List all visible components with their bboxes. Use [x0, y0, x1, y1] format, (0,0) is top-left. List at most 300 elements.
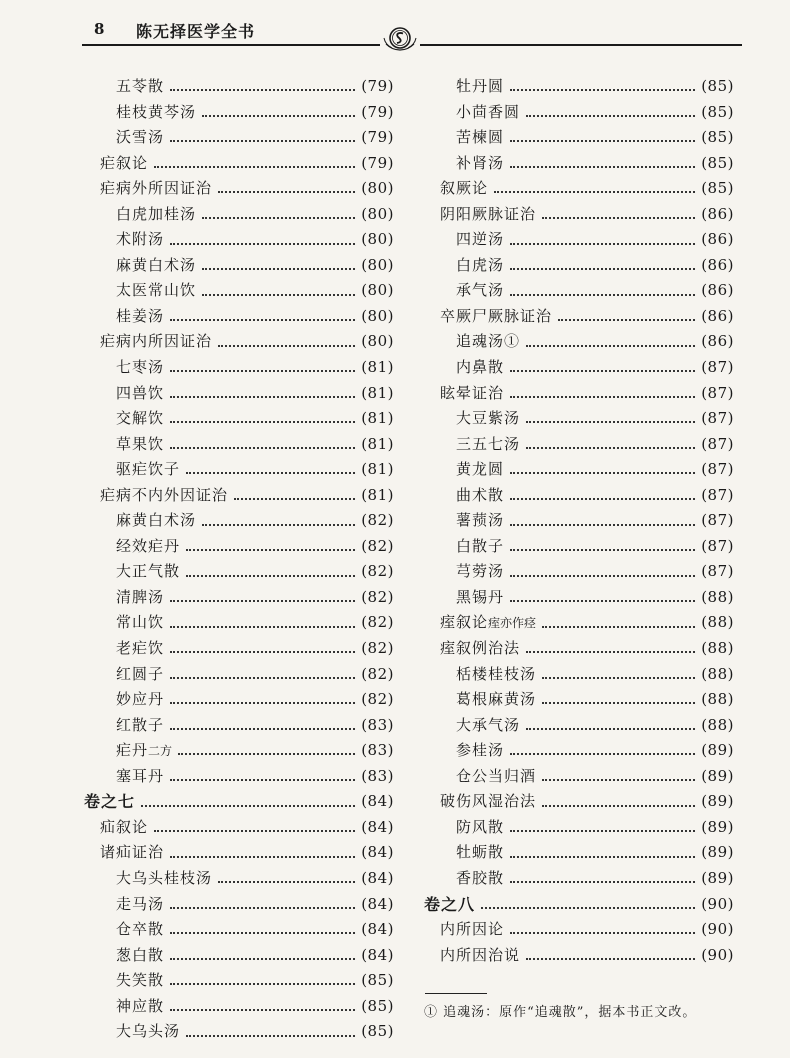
toc-entry-title: 仓卒散	[116, 920, 165, 939]
leader-dots	[170, 855, 355, 858]
toc-entry-page: (89)	[701, 792, 734, 811]
footnote: ① 追魂汤：原作“追魂散”，据本书正文改。	[424, 1005, 697, 1020]
toc-entry	[84, 687, 394, 713]
toc-entry-page: (82)	[361, 536, 394, 555]
toc-entry-title: 疟病外所因证治	[100, 179, 213, 198]
leader-dots	[170, 599, 355, 602]
leader-dots	[542, 804, 695, 807]
toc-entry	[424, 713, 734, 739]
leader-dots	[510, 880, 695, 883]
toc-entry	[84, 457, 394, 483]
leader-dots	[170, 318, 355, 321]
leader-dots	[510, 242, 695, 245]
leader-dots	[510, 395, 695, 398]
toc-entry-page: (89)	[701, 868, 734, 887]
toc-entry-title: 曲术散	[456, 485, 505, 504]
toc-entry-title: 卷之八	[424, 894, 476, 914]
toc-entry	[84, 202, 394, 228]
leader-dots	[526, 650, 695, 653]
toc-entry-title: 大豆紫汤	[456, 409, 521, 428]
toc-entry-page: (87)	[701, 434, 734, 453]
toc-entry-page: (84)	[361, 843, 394, 862]
toc-entry-title: 走马汤	[116, 894, 165, 913]
toc-entry	[84, 738, 394, 764]
toc-entry-page: (86)	[701, 306, 734, 325]
toc-entry	[84, 840, 394, 866]
toc-entry-page: (85)	[701, 153, 734, 172]
toc-entry	[424, 789, 734, 815]
toc-entry-page: (80)	[361, 332, 394, 351]
publisher-emblem-icon	[380, 24, 420, 54]
toc-entry	[84, 585, 394, 611]
leader-dots	[186, 471, 355, 474]
toc-entry-page: (87)	[701, 562, 734, 581]
toc-entry-title: 补肾汤	[456, 153, 505, 172]
leader-dots	[202, 293, 355, 296]
toc-entry	[424, 508, 734, 534]
toc-entry-title: 薯蓣汤	[456, 511, 505, 530]
toc-entry-title: 痓叙论痓亦作痉	[440, 612, 537, 631]
toc-entry	[84, 406, 394, 432]
toc-entry-page: (79)	[361, 102, 394, 121]
toc-entry-title: 四逆汤	[456, 230, 505, 249]
page-number: 8	[94, 20, 105, 38]
toc-entry	[84, 917, 394, 943]
toc-entry	[424, 227, 734, 253]
toc-entry-page: (81)	[361, 434, 394, 453]
leader-dots	[494, 190, 695, 193]
toc-entry-page: (83)	[361, 766, 394, 785]
toc-entry-title: 栝楼桂枝汤	[456, 664, 537, 683]
leader-dots	[542, 676, 695, 679]
toc-entry-title: 老疟饮	[116, 639, 165, 658]
toc-entry-page: (82)	[361, 613, 394, 632]
toc-entry	[424, 176, 734, 202]
toc-entry-title: 太医常山饮	[116, 281, 197, 300]
toc-entry-page: (84)	[361, 792, 394, 811]
toc-entry	[424, 151, 734, 177]
toc-entry	[424, 815, 734, 841]
toc-entry-page: (80)	[361, 230, 394, 249]
toc-entry-page: (89)	[701, 766, 734, 785]
toc-entry-title: 疟丹二方	[116, 740, 173, 759]
book-title: 陈无择医学全书	[136, 22, 256, 41]
toc-entry-title: 麻黄白术汤	[116, 511, 197, 530]
toc-entry-title: 红散子	[116, 715, 165, 734]
leader-dots	[218, 880, 355, 883]
leader-dots	[542, 625, 695, 628]
leader-dots	[170, 650, 355, 653]
toc-entry	[424, 304, 734, 330]
toc-entry	[424, 74, 734, 100]
toc-entry-page: (80)	[361, 281, 394, 300]
toc-entry	[424, 202, 734, 228]
toc-entry-page: (81)	[361, 485, 394, 504]
toc-entry-title: 破伤风湿治法	[440, 792, 537, 811]
toc-entry-page: (85)	[361, 971, 394, 990]
leader-dots	[558, 318, 695, 321]
toc-entry-page: (87)	[701, 511, 734, 530]
toc-entry	[424, 125, 734, 151]
leader-dots	[170, 395, 355, 398]
toc-volume-entry	[424, 892, 734, 918]
toc-entry-title: 卒厥尸厥脉证治	[440, 306, 553, 325]
toc-entry-title: 清脾汤	[116, 587, 165, 606]
toc-entry-page: (85)	[701, 179, 734, 198]
toc-entry	[84, 943, 394, 969]
toc-entry-page: (83)	[361, 715, 394, 734]
toc-entry	[424, 610, 734, 636]
toc-entry	[424, 636, 734, 662]
toc-entry-title: 眩晕证治	[440, 383, 505, 402]
leader-dots	[510, 139, 695, 142]
toc-entry-title: 葛根麻黄汤	[456, 690, 537, 709]
toc-entry	[424, 534, 734, 560]
toc-entry-title: 疟病不内外因证治	[100, 485, 229, 504]
leader-dots	[170, 931, 355, 934]
toc-entry-page: (88)	[701, 690, 734, 709]
leader-dots	[526, 727, 695, 730]
leader-dots	[526, 957, 695, 960]
leader-dots	[170, 727, 355, 730]
toc-entry-title: 大乌头汤	[116, 1022, 181, 1041]
toc-entry	[424, 355, 734, 381]
toc-entry-page: (88)	[701, 587, 734, 606]
toc-left-column	[84, 74, 394, 1045]
toc-entry-title: 大承气汤	[456, 715, 521, 734]
toc-entry-page: (84)	[361, 868, 394, 887]
toc-entry-page: (79)	[361, 128, 394, 147]
toc-entry	[424, 381, 734, 407]
toc-entry-title: 神应散	[116, 996, 165, 1015]
footnote-rule	[425, 993, 487, 994]
toc-entry	[84, 815, 394, 841]
toc-entry-title: 白虎汤	[456, 255, 505, 274]
toc-entry	[84, 355, 394, 381]
toc-entry	[424, 278, 734, 304]
toc-entry	[84, 994, 394, 1020]
toc-entry-page: (80)	[361, 255, 394, 274]
toc-entry	[84, 713, 394, 739]
leader-dots	[170, 778, 355, 781]
leader-dots	[202, 216, 355, 219]
toc-entry-title: 诸疝证治	[100, 843, 165, 862]
toc-entry-page: (90)	[701, 894, 734, 913]
toc-entry-page: (88)	[701, 639, 734, 658]
toc-entry	[424, 764, 734, 790]
toc-entry-page: (88)	[701, 715, 734, 734]
toc-entry-page: (86)	[701, 281, 734, 300]
toc-entry-title: 苦楝圆	[456, 128, 505, 147]
toc-entry-title: 卷之七	[84, 792, 136, 812]
leader-dots	[170, 957, 355, 960]
toc-entry-title: 桂姜汤	[116, 306, 165, 325]
toc-entry-title: 防风散	[456, 817, 505, 836]
leader-dots	[186, 574, 355, 577]
toc-entry-title: 红圆子	[116, 664, 165, 683]
toc-entry-note: 二方	[148, 743, 173, 758]
leader-dots	[170, 676, 355, 679]
toc-entry-title: 常山饮	[116, 613, 165, 632]
leader-dots	[170, 242, 355, 245]
toc-entry	[424, 100, 734, 126]
toc-entry-title: 驱疟饮子	[116, 460, 181, 479]
toc-entry	[84, 610, 394, 636]
toc-entry	[84, 381, 394, 407]
leader-dots	[526, 446, 695, 449]
toc-entry	[84, 636, 394, 662]
toc-entry-title: 失笑散	[116, 971, 165, 990]
toc-entry-page: (85)	[361, 1022, 394, 1041]
toc-entry-title: 香胶散	[456, 868, 505, 887]
toc-entry-page: (86)	[701, 230, 734, 249]
toc-entry	[84, 253, 394, 279]
toc-volume-entry	[84, 789, 394, 815]
toc-entry-title: 大乌头桂枝汤	[116, 868, 213, 887]
toc-entry-title: 白虎加桂汤	[116, 204, 197, 223]
toc-entry-page: (86)	[701, 332, 734, 351]
toc-entry	[424, 866, 734, 892]
leader-dots	[170, 446, 355, 449]
toc-entry-page: (85)	[361, 996, 394, 1015]
toc-right-column	[424, 74, 734, 968]
leader-dots	[510, 752, 695, 755]
toc-entry	[84, 329, 394, 355]
toc-entry-title: 仓公当归酒	[456, 766, 537, 785]
toc-entry-title: 内鼻散	[456, 358, 505, 377]
toc-entry	[424, 687, 734, 713]
toc-entry	[424, 917, 734, 943]
leader-dots	[510, 293, 695, 296]
toc-entry-page: (81)	[361, 383, 394, 402]
toc-entry-title: 疝叙论	[100, 817, 149, 836]
toc-entry-page: (87)	[701, 485, 734, 504]
toc-entry-page: (87)	[701, 536, 734, 555]
toc-entry-page: (82)	[361, 639, 394, 658]
leader-dots	[526, 420, 695, 423]
toc-entry-page: (86)	[701, 255, 734, 274]
toc-entry-title: 桂枝黄芩汤	[116, 102, 197, 121]
toc-entry-title: 疟病内所因证治	[100, 332, 213, 351]
toc-entry-page: (85)	[701, 77, 734, 95]
leader-dots	[526, 114, 695, 117]
toc-entry	[424, 840, 734, 866]
toc-entry-page: (81)	[361, 358, 394, 377]
toc-entry	[84, 304, 394, 330]
toc-entry-page: (87)	[701, 409, 734, 428]
leader-dots	[218, 344, 355, 347]
toc-entry	[84, 483, 394, 509]
toc-entry-title: 痓叙例治法	[440, 639, 521, 658]
toc-entry-title: 芎䓖汤	[456, 562, 505, 581]
toc-entry	[424, 253, 734, 279]
leader-dots	[510, 599, 695, 602]
leader-dots	[186, 1034, 355, 1037]
toc-entry	[424, 738, 734, 764]
leader-dots	[481, 906, 695, 909]
toc-entry	[84, 151, 394, 177]
leader-dots	[542, 701, 695, 704]
toc-entry	[424, 483, 734, 509]
toc-entry	[424, 943, 734, 969]
leader-dots	[141, 804, 355, 807]
toc-entry-page: (80)	[361, 306, 394, 325]
toc-entry	[84, 1019, 394, 1045]
toc-entry-page: (84)	[361, 894, 394, 913]
toc-entry-title: 草果饮	[116, 434, 165, 453]
toc-entry-note: 痓亦作痉	[488, 615, 537, 630]
leader-dots	[170, 139, 355, 142]
leader-dots	[510, 523, 695, 526]
toc-entry-page: (90)	[701, 920, 734, 939]
leader-dots	[510, 855, 695, 858]
toc-entry	[84, 100, 394, 126]
toc-entry	[84, 892, 394, 918]
toc-entry-page: (79)	[361, 77, 394, 95]
toc-entry-title: 大正气散	[116, 562, 181, 581]
toc-entry-page: (85)	[701, 128, 734, 147]
toc-entry	[84, 227, 394, 253]
leader-dots	[170, 701, 355, 704]
toc-entry-title: 葱白散	[116, 945, 165, 964]
toc-entry	[84, 176, 394, 202]
toc-entry-title: 塞耳丹	[116, 766, 165, 785]
toc-entry-title: 白散子	[456, 536, 505, 555]
toc-entry-page: (84)	[361, 945, 394, 964]
toc-entry	[84, 764, 394, 790]
toc-entry-title: 小茴香圆	[456, 102, 521, 121]
toc-entry-title: 内所因论	[440, 920, 505, 939]
toc-entry-title: 承气汤	[456, 281, 505, 300]
toc-entry	[84, 432, 394, 458]
toc-entry-title: 参桂汤	[456, 741, 505, 760]
toc-entry-page: (82)	[361, 690, 394, 709]
toc-entry	[424, 329, 734, 355]
toc-entry-page: (88)	[701, 664, 734, 683]
toc-entry	[84, 968, 394, 994]
leader-dots	[154, 829, 355, 832]
toc-entry	[424, 662, 734, 688]
toc-entry-title: 四兽饮	[116, 383, 165, 402]
leader-dots	[510, 267, 695, 270]
toc-entry-page: (89)	[701, 843, 734, 862]
toc-entry-title: 追魂汤①	[456, 332, 521, 351]
toc-entry-page: (81)	[361, 460, 394, 479]
leader-dots	[234, 497, 355, 500]
toc-entry	[424, 559, 734, 585]
toc-entry-page: (80)	[361, 179, 394, 198]
toc-entry-title: 牡丹圆	[456, 77, 505, 95]
leader-dots	[510, 165, 695, 168]
leader-dots	[510, 369, 695, 372]
toc-entry-title: 交解饮	[116, 409, 165, 428]
toc-entry-title: 阴阳厥脉证治	[440, 204, 537, 223]
leader-dots	[186, 548, 355, 551]
leader-dots	[510, 497, 695, 500]
toc-entry	[84, 534, 394, 560]
leader-dots	[170, 420, 355, 423]
leader-dots	[202, 114, 355, 117]
toc-entry	[84, 74, 394, 100]
leader-dots	[170, 625, 355, 628]
toc-entry-page: (87)	[701, 460, 734, 479]
toc-entry-title: 三五七汤	[456, 434, 521, 453]
toc-entry-title: 术附汤	[116, 230, 165, 249]
toc-entry	[424, 585, 734, 611]
toc-entry-page: (86)	[701, 204, 734, 223]
toc-entry-page: (89)	[701, 741, 734, 760]
toc-entry	[84, 278, 394, 304]
toc-entry-title: 牡蛎散	[456, 843, 505, 862]
toc-entry-title: 五苓散	[116, 77, 165, 95]
toc-entry-title: 疟叙论	[100, 153, 149, 172]
toc-entry	[84, 559, 394, 585]
toc-entry	[84, 125, 394, 151]
toc-entry	[424, 432, 734, 458]
leader-dots	[154, 165, 355, 168]
toc-entry-page: (84)	[361, 817, 394, 836]
leader-dots	[218, 190, 355, 193]
leader-dots	[510, 88, 695, 91]
toc-entry	[424, 457, 734, 483]
leader-dots	[170, 1008, 355, 1011]
leader-dots	[510, 471, 695, 474]
toc-entry-page: (82)	[361, 562, 394, 581]
leader-dots	[510, 931, 695, 934]
toc-entry	[424, 406, 734, 432]
toc-entry-page: (84)	[361, 920, 394, 939]
toc-entry-page: (81)	[361, 409, 394, 428]
leader-dots	[202, 523, 355, 526]
leader-dots	[542, 778, 695, 781]
toc-entry-page: (90)	[701, 945, 734, 964]
toc-entry-title: 叙厥论	[440, 179, 489, 198]
leader-dots	[542, 216, 695, 219]
toc-entry-title: 妙应丹	[116, 690, 165, 709]
toc-entry-page: (82)	[361, 664, 394, 683]
toc-entry	[84, 866, 394, 892]
toc-entry	[84, 662, 394, 688]
toc-entry-page: (80)	[361, 204, 394, 223]
leader-dots	[526, 344, 695, 347]
leader-dots	[510, 829, 695, 832]
toc-entry-title: 麻黄白术汤	[116, 255, 197, 274]
toc-entry-page: (87)	[701, 358, 734, 377]
toc-entry	[84, 508, 394, 534]
page-header	[82, 18, 742, 46]
leader-dots	[170, 982, 355, 985]
toc-entry-title: 沃雪汤	[116, 128, 165, 147]
toc-entry-title: 内所因治说	[440, 945, 521, 964]
toc-entry-title: 七枣汤	[116, 358, 165, 377]
leader-dots	[170, 369, 355, 372]
leader-dots	[178, 752, 355, 755]
toc-entry-page: (88)	[701, 613, 734, 632]
toc-entry-page: (83)	[361, 741, 394, 760]
leader-dots	[510, 548, 695, 551]
leader-dots	[202, 267, 355, 270]
leader-dots	[170, 88, 355, 91]
toc-entry-page: (82)	[361, 587, 394, 606]
toc-entry-page: (89)	[701, 817, 734, 836]
leader-dots	[170, 906, 355, 909]
toc-entry-page: (87)	[701, 383, 734, 402]
toc-entry-title: 黑锡丹	[456, 587, 505, 606]
toc-entry-title: 黄龙圆	[456, 460, 505, 479]
toc-entry-page: (79)	[361, 153, 394, 172]
toc-entry-title: 经效疟丹	[116, 536, 181, 555]
toc-entry-page: (85)	[701, 102, 734, 121]
